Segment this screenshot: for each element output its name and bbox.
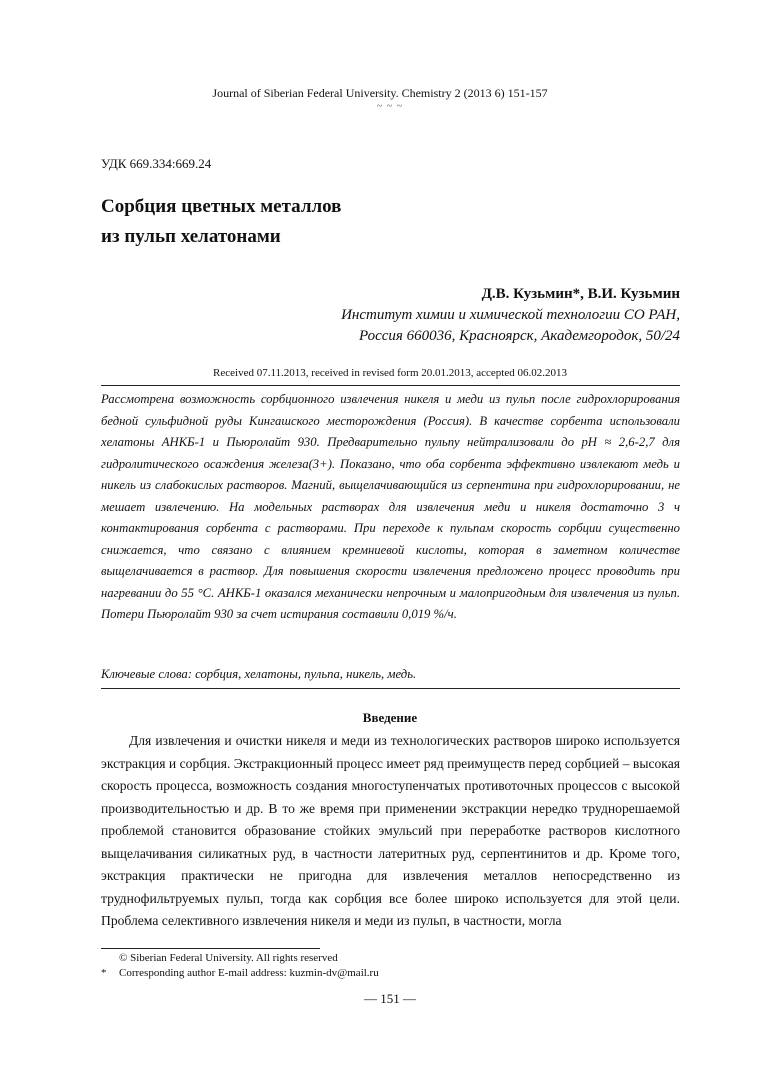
affiliation-line-2: Россия 660036, Красноярск, Академгородок, 50/24	[358, 328, 680, 344]
abstract: Рассмотрена возможность сорбционного извлечения никеля и меди из пульп после гидрохлорирования бедной сульфидной руды Кингашского месторождения (Россия). В качестве сорбента использовали хелатоны АНКБ-1 и Пьюролайт 930. Предварительно пульпу нейтрализовали до pH ≈ 2,6-2,7 для гидролитического осаждения железа(3+). Показано, что оба сорбента эффективно извлекают медь и никель из слабокислых растворов. Магний, выщелачивающийся из серпентина при гидрохлорировании, не мешает извлечению. На модельных растворах для извлечения меди и никеля достаточно 3 ч контактирования сорбента с растворами. При переходе к пульпам скорость сорбции существенно снижается, что связано с влиянием кремниевой кислоты, которая в заметном количестве выщелачивается в раствор. Для повышения скорости извлечения предложено процесс проводить при нагревании до 55 °С. АНКБ-1 оказался механически непрочным и малопригодным для извлечения из пульп. Потери Пьюролайт 930 за счет истирания составили 0,019 %/ч.	[101, 392, 680, 621]
title-line-1: Сорбция цветных металлов	[101, 196, 342, 217]
page-number: — 151 —	[364, 991, 416, 1006]
title-line-2: из пульп хелатонами	[101, 226, 281, 247]
footnote-rule	[101, 948, 320, 949]
affiliation-line-1: Институт химии и химической технологии СО РАН,	[341, 307, 680, 323]
keywords-bottom-rule	[101, 688, 680, 689]
abstract-top-rule	[101, 385, 680, 386]
article-title	[101, 192, 341, 252]
copyright-text: © Siberian Federal University. All rights reserved	[119, 952, 338, 964]
section-heading: Введение	[362, 710, 418, 725]
affiliation	[341, 305, 680, 347]
footnote-copyright	[101, 952, 338, 964]
authors: Д.В. Кузьмин*, В.И. Кузьмин	[481, 286, 680, 302]
corresponding-text: Corresponding author E-mail address: kuzmin-dv@mail.ru	[119, 967, 379, 979]
received-dates: Received 07.11.2013, received in revised form 20.01.2013, accepted 06.02.2013	[213, 367, 567, 379]
footnote-corresponding	[101, 967, 379, 979]
journal-header: Journal of Siberian Federal University. Chemistry 2 (2013 6) 151-157	[212, 86, 548, 100]
keywords: Ключевые слова: сорбция, хелатоны, пульпа, никель, медь.	[101, 667, 417, 681]
udk-code: УДК 669.334:669.24	[101, 156, 212, 171]
header-ornament: ~ ~ ~	[376, 101, 404, 112]
intro-paragraph: Для извлечения и очистки никеля и меди из технологических растворов широко используется экстракция и сорбция. Экстракционный процесс имеет ряд преимуществ перед сорбцией – высокая скорость процесса, возможность создания многоступенчатых противоточных процессов с высокой производительностью и др. В то же время при применении экстракции нередко труднорешаемой проблемой становится образование стойких эмульсий при переработке растворов кислотного выщелачивания силикатных руд, в частности латеритных руд, серпентинитов и др. Кроме того, экстракция практически не пригодна для извлечения металлов непосредственно из труднофильтруемых пульп, тогда как сорбция все более широко используется для этой цели. Проблема селективного извлечения никеля и меди из пульп, в частности, могла	[101, 733, 680, 928]
footnote-star: *	[101, 967, 107, 979]
